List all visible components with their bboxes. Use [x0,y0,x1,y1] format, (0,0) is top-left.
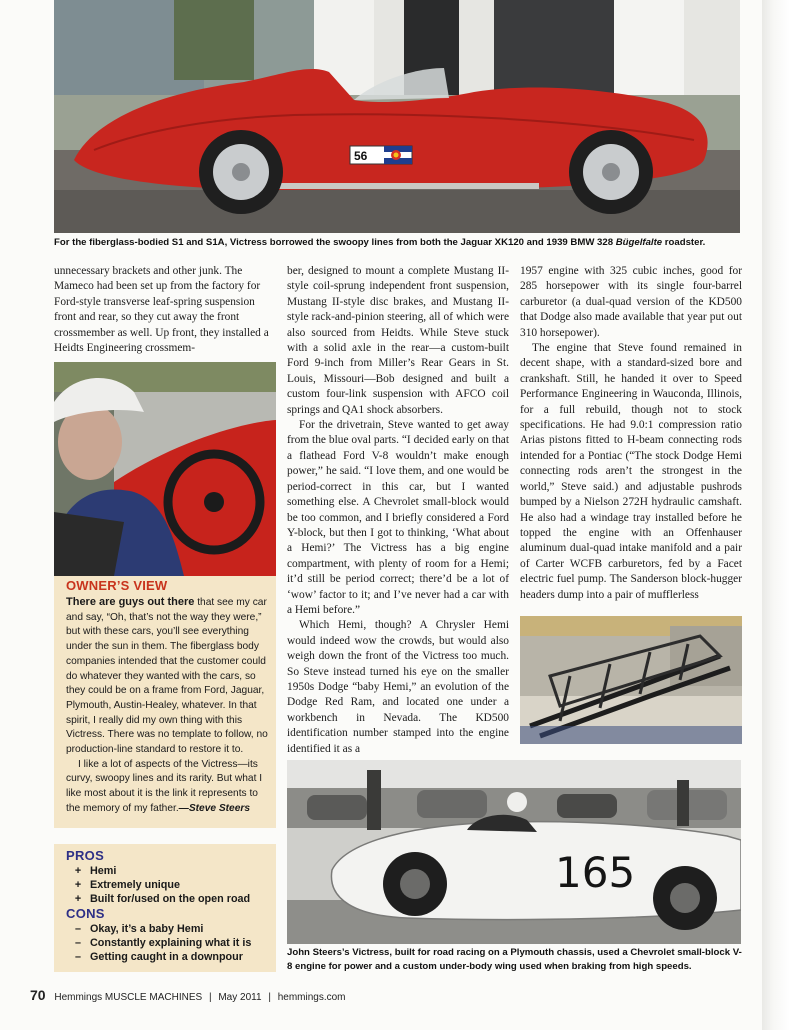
top-caption-italic: Bügelfalte [615,237,663,248]
con-symbol: – [74,923,81,935]
frame-photo [520,616,742,744]
page-edge [762,0,790,1030]
con-item [66,922,272,936]
issue-date: May 2011 [218,992,262,1003]
col3-paragraph-2: The engine that Steve found remained in decent shape, with a standard-sized bore and crankshaft. Still, he handed it over to Speed Performance Engineering in Wauconda, Illinois, for a full rebuild, though not to stock specifications. He had 9.0:1 compression ratio Arias pistons fitted to H-beam connecting rods intended for a Pontiac (“The stock Dodge Hemi connecting rods aren’t the strongest in the world,” Steve said.) and adjustable pushrods bumped by a Nielson 272H hydraulic camshaft. He also had a windage tray installed before he topped the engine with an Offenhauser aluminum dual-quad intake manifold and a pair of Carter WCFB carburetors, fed by a Facet electric fuel pump. The Sanderson block-hugger headers dump into a pair of mufflerless [520,342,742,601]
owners-view-body [66,595,270,817]
pro-text: Extremely unique [90,879,181,891]
pro-symbol: + [74,893,82,905]
column-2-text [287,264,509,757]
pro-symbol: + [74,865,82,877]
column-3-text [520,264,742,603]
race-caption-text: John Steers’s Victress, built for road racing on a Plymouth chassis, used a Chevrolet small-block V-8 engine for power and a custom under-body wing used when braking from high speeds. [287,947,742,972]
col2-paragraph-1: ber, designed to mount a complete Mustang II-style coil-sprung independent front suspension, Mustang II-style disc brakes, and Mustang II-style rack-and-pinion steering, all of which were also sourced from Heidts. While Steve stuck with a solid axle in the rear—a custom-built Ford 9-inch from Miller’s Rear Gears in St. Louis, Missouri—Bob designed and built a custom four-link suspension with AFCO coil springs and QA1 shock absorbers. [287,265,509,416]
owners-view-para-1 [66,595,270,758]
con-item [66,950,272,964]
race-photo [287,760,741,944]
website[interactable]: hemmings.com [277,992,346,1003]
owners-view-para-1-rest: that see my car and say, “Oh, that’s not the way they were,” but with these cars, you’ll see everything under the sun in them. The fiberglass body companies intended that the customer could do whatever they wanted with the cars, so they could be on a frame from Ford, Jaguar, Plymouth, Austin-Healey, whatever. In that spirit, I really did my own thing with this Victress. There was no template to follow, no production-line standard to restore it to. [66,597,268,756]
cons-title: CONS [66,906,105,921]
col2-paragraph-3: Which Hemi, though? A Chrysler Hemi would indeed wow the crowds, but would also weigh down the front of the Victress too much. So Steve instead turned his eye on the smaller 1950s Dodge “baby Hemi,” an evolution of the Dodge Red Ram, and located one under a workbench in Nevada. The KD500 identification number stamped into the engine identified it as a [287,619,509,755]
con-text: Okay, it’s a baby Hemi [90,923,204,935]
race-number: 165 [555,848,636,897]
plate-number: 56 [354,149,368,163]
pro-item [66,892,272,906]
top-caption-pre: For the fiberglass-bodied S1 and S1A, Victress borrowed the swoopy lines from both the Jaguar XK120 and 1939 BMW 328 [54,237,616,248]
col2-paragraph-2: For the drivetrain, Steve wanted to get away from the blue oval parts. “I decided early on that a flathead Ford V-8 wouldn’t make enough power,” he said. “I love them, and one would be period-correct in this car, but I wanted something else. A Chevrolet small-block would be too common, and I briefly considered a Ford Y-block, but then I got to thinking, ‘What about a Hemi?’ The Victress has a big engine compartment, with plenty of room for a Hemi; it’d still be period correct; there’d be a lot of ‘wow’ factor to it; and I’ve never had a car with a Hemi before.” [287,419,509,616]
owners-view-author: —Steve Steers [178,802,251,814]
pro-item [66,864,272,878]
con-symbol: – [74,951,81,963]
owners-view-title: OWNER’S VIEW [66,578,168,593]
pro-item [66,878,272,892]
pro-text: Hemi [90,865,117,877]
col1-paragraph: unnecessary brackets and other junk. The Mameco had been set up from the factory for Ford-style transverse leaf-spring suspension front and rear, so they cut away the front crossmember as well. Up front, they installed a Heidts Engineering crossmem- [54,265,269,355]
owners-view-para-2-text: I like a lot of aspects of the Victress—its curvy, swoopy lines and its rarity. But what I like most about it is the link it represents to the memory of my father. [66,758,263,814]
footer-separator: | [268,992,271,1003]
page-number: 70 [30,987,46,1003]
owners-view-lead: There are guys out there [66,596,195,608]
top-caption-post: roadster. [662,237,706,248]
con-text: Getting caught in a downpour [90,951,243,963]
con-item [66,936,272,950]
pro-symbol: + [74,879,82,891]
pros-cons-box [54,844,276,972]
con-symbol: – [74,937,81,949]
pros-title: PROS [66,848,105,863]
owners-view-sidebar [54,576,276,828]
page-footer [30,987,346,1003]
owner-photo [54,362,276,576]
top-photo [54,0,740,233]
race-photo-caption [287,946,743,974]
footer-separator: | [208,992,212,1003]
pro-text: Built for/used on the open road [90,893,251,905]
magazine-name: Hemmings MUSCLE MACHINES [54,992,203,1003]
top-photo-caption [54,236,754,250]
owners-view-para-2 [66,758,270,817]
column-1-text [54,264,276,356]
con-text: Constantly explaining what it is [90,937,252,949]
col3-paragraph-1: 1957 engine with 325 cubic inches, good for 285 horsepower with its single four-barrel carburetor (a dual-quad version of the KD500 that Dodge also made available that year put out 310 horsepower). [520,265,742,339]
